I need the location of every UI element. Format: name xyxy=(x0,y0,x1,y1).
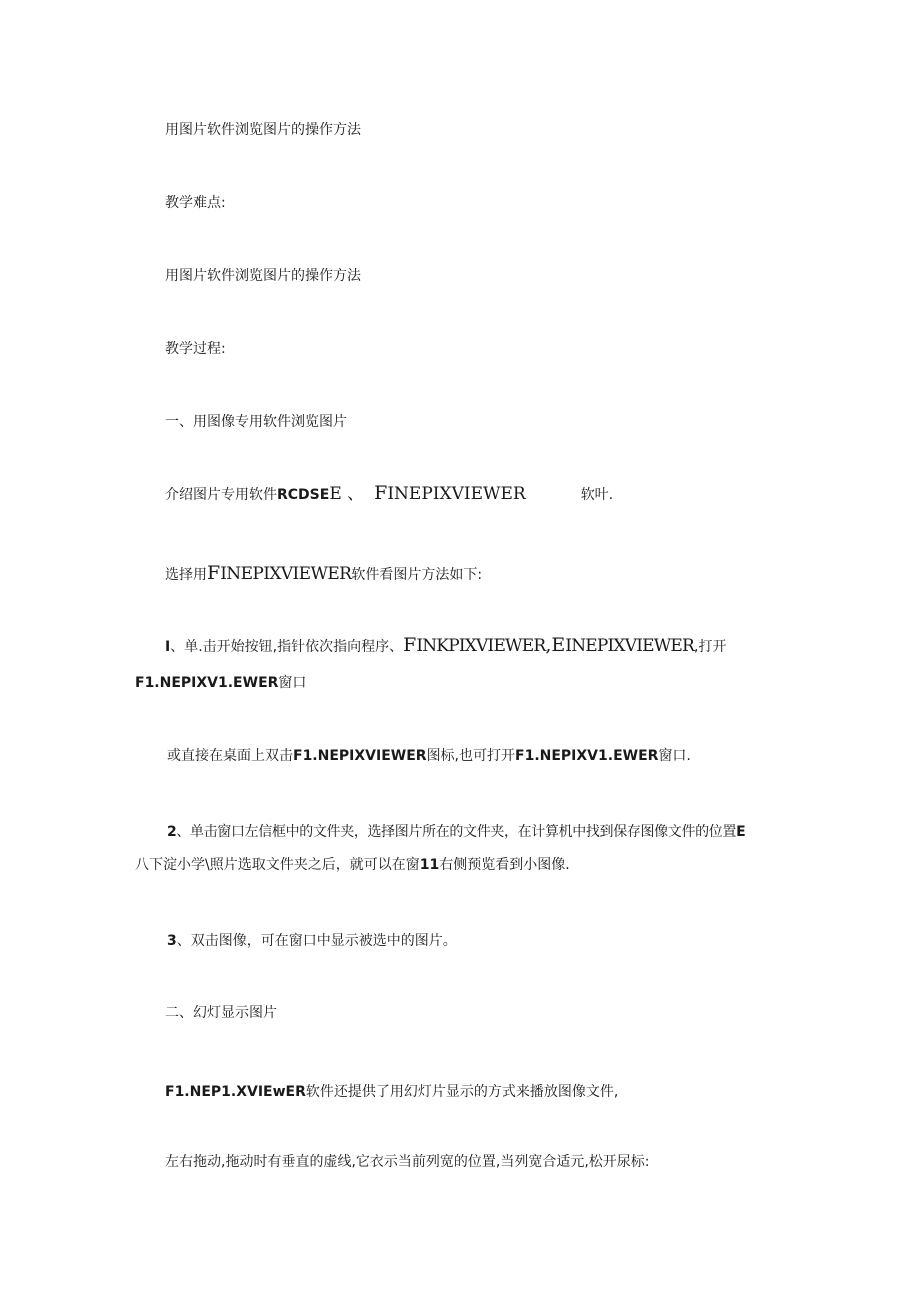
step-2-line-1 xyxy=(167,823,745,841)
text-segment: ,打开 xyxy=(694,639,727,655)
text-segment: 、单击窗口左信框中的文件夹，选择图片所在的文件夹，在计算机中找到保存图像文件的位置 xyxy=(176,824,737,840)
paragraph-slideshow xyxy=(165,1083,618,1101)
text-segment: 或直接在桌面上双击 xyxy=(167,748,293,764)
text-segment: INEPIXVIEWER xyxy=(220,564,352,584)
text-segment: 右侧预览看到小图像. xyxy=(439,857,570,873)
text-segment: 窗口 xyxy=(278,675,307,691)
text-segment: F1.NEP1.XVIEwER xyxy=(165,1084,306,1100)
text-segment: E xyxy=(736,824,746,840)
text-segment: 11 xyxy=(419,857,440,873)
text-segment: 、双击图像，可在窗口中显示被选中的图片。 xyxy=(176,933,457,949)
text-segment: RCDSE xyxy=(277,487,330,503)
text-segment: 选择用 xyxy=(165,567,207,583)
text-segment: INEPIXVIEWER xyxy=(565,636,695,656)
paragraph-drag-column: 左右拖动,拖动时有垂直的虚线,它衣示当前列宽的位置,当列宽合适元,松开尿标: xyxy=(165,1154,650,1170)
paragraph-select-software xyxy=(165,564,482,584)
text-segment: 2 xyxy=(167,824,177,840)
difficulty-text: 用图片软件浏览图片的操作方法 xyxy=(165,268,361,284)
text-segment: 3 xyxy=(167,933,177,949)
text-segment: F xyxy=(374,482,388,504)
text-segment: ,E xyxy=(545,634,566,656)
text-segment: 软件还提供了用幻灯片显示的方式来播放图像文件, xyxy=(305,1084,619,1100)
heading-teaching-process: 教学过程: xyxy=(165,341,226,357)
section-two-title: 二、幻灯显示图片 xyxy=(165,1005,277,1021)
text-segment: F xyxy=(207,562,221,584)
text-segment: F1.NEPIXV1.EWER xyxy=(135,675,279,691)
text-segment: F xyxy=(403,634,417,656)
text-segment: 软件看图片方法如下: xyxy=(351,567,483,583)
step-3 xyxy=(167,932,457,950)
text-segment: F1.NEPIXV1.EWER xyxy=(515,748,659,764)
text-segment: INKPIXVIEWER xyxy=(416,636,546,656)
text-segment: 、单.击开始按钮,指针依次指向程序、 xyxy=(170,639,404,655)
text-segment: F1.NEPIXVIEWER xyxy=(293,748,427,764)
text-segment: 窗口. xyxy=(658,748,691,764)
text-segment: 介绍图片专用软件 xyxy=(165,487,277,503)
step-1-alternative xyxy=(167,747,691,765)
text-segment: INEPIXVIEWER xyxy=(387,484,526,504)
text-segment: 八下淀小学\照片选取文件夹之后，就可以在窗 xyxy=(135,857,420,873)
text-segment: 软叶. xyxy=(580,487,614,503)
text-segment: E 、 xyxy=(329,484,365,504)
heading-operation-method: 用图片软件浏览图片的操作方法 xyxy=(165,122,361,138)
step-2-line-2 xyxy=(135,856,570,874)
heading-teaching-difficulty: 教学难点: xyxy=(165,195,226,211)
paragraph-intro-software xyxy=(165,484,613,504)
text-segment: I xyxy=(165,639,171,655)
step-1-line-1 xyxy=(165,636,726,656)
step-1-line-2 xyxy=(135,674,306,692)
text-segment: 图标,也可打开 xyxy=(426,748,516,764)
section-one-title: 一、用图像专用软件浏览图片 xyxy=(165,414,347,430)
